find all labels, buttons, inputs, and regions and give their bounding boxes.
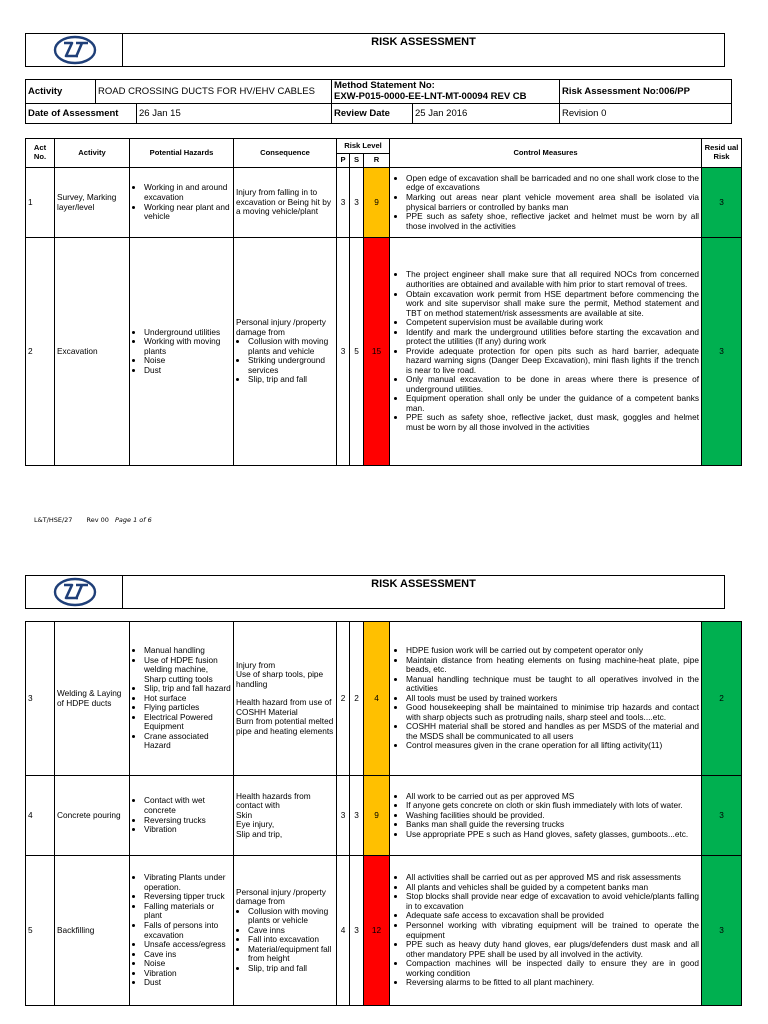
col-p: P xyxy=(337,154,350,168)
control-measure-item: • All activities shall be carried out as per approved MS and risk assessments xyxy=(406,873,699,883)
risk-rating-cell: 4 xyxy=(364,622,390,776)
control-measures-cell xyxy=(390,776,702,856)
hazard-item: • Falls of persons into excavation xyxy=(144,921,231,940)
hazards-list xyxy=(132,796,231,834)
consequence-cell xyxy=(234,238,337,466)
hazards-cell xyxy=(130,238,234,466)
consequence-line: Personal injury /property damage from xyxy=(236,886,326,907)
footer-page: Page 1 of 6 xyxy=(115,516,152,524)
hazard-item: • Vibration xyxy=(144,825,231,835)
footer-rev: Rev 00 xyxy=(86,516,109,524)
table-row xyxy=(26,238,742,466)
hazard-item: • Working with moving plants xyxy=(144,337,231,356)
hazard-item: • Working in and around excavation xyxy=(144,183,231,202)
method-label: Method Statement No: xyxy=(334,79,435,91)
act-no-cell: 4 xyxy=(26,776,55,856)
risk-rows-page2 xyxy=(26,622,742,1006)
act-no-cell: 3 xyxy=(26,622,55,776)
control-measure-item: • COSHH material shall be stored and handles as per MSDS of the material and the MSDS shall be communicated to all users xyxy=(406,722,699,741)
footer-code: L&T/HSE/27 xyxy=(34,516,73,524)
page-footer xyxy=(34,516,152,524)
control-measure-item: • Personnel working with vibrating equipment will be trained to operate the equipment xyxy=(406,921,699,940)
hazard-item: • Noise xyxy=(144,356,231,366)
control-measure-item: • Stop blocks shall provide near edge of excavation to avoid vehicle/plants falling in to excavation xyxy=(406,892,699,911)
method-statement xyxy=(332,80,560,104)
control-measures-cell xyxy=(390,238,702,466)
consequence-list xyxy=(236,337,334,385)
lt-logo-icon xyxy=(26,576,122,608)
control-measure-item: • Adequate safe access to excavation shall be provided xyxy=(406,911,699,921)
consequence-line: Personal injury /property damage from xyxy=(236,317,326,337)
consequence-line: Health hazard from use of COSHH Material xyxy=(236,697,332,717)
control-measure-item: • Manual handling technique must be taught to all operatives involved in the activities xyxy=(406,675,699,694)
consequence-line: Injury from xyxy=(236,659,276,670)
probability-cell: 3 xyxy=(337,776,350,856)
hazards-cell xyxy=(130,776,234,856)
control-measures-list xyxy=(392,174,699,231)
consequence-cell xyxy=(234,168,337,238)
hazard-item: • Vibration xyxy=(144,969,231,979)
hazards-cell xyxy=(130,622,234,776)
severity-cell: 3 xyxy=(350,168,364,238)
hazard-item: • Underground utilities xyxy=(144,328,231,338)
activity-value: ROAD CROSSING DUCTS FOR HV/EHV CABLES xyxy=(96,80,332,104)
control-measures-cell xyxy=(390,622,702,776)
control-measures-list xyxy=(392,792,699,840)
control-measure-item: • PPE such as safety shoe, reflective jacket, dust mask, goggles and helmet must be worn by all those involved in the activities xyxy=(406,413,699,432)
col-risk-level: Risk Level xyxy=(337,139,390,154)
company-logo xyxy=(26,576,123,608)
method-value: EXW-P015-0000-EE-LNT-MT-00094 REV CB xyxy=(334,90,527,102)
hazard-item: • Noise xyxy=(144,959,231,969)
control-measure-item: • HDPE fusion work will be carried out by competent operator only xyxy=(406,646,699,656)
assessment-info-table xyxy=(25,79,732,104)
control-measure-item: • All work to be carried out as per approved MS xyxy=(406,792,699,802)
col-residual: Resid ual Risk xyxy=(702,139,742,168)
control-measure-item: • Obtain excavation work permit from HSE department before commencing the work and site supervisor shall make sure the permit, Method statement and TBT on method statement/risk assessments are available at site. xyxy=(406,290,699,319)
consequence-line: Slip and trip, xyxy=(236,828,283,839)
severity-cell: 2 xyxy=(350,622,364,776)
col-act-no: Act No. xyxy=(26,139,55,168)
hazards-cell xyxy=(130,856,234,1006)
risk-rating-cell: 9 xyxy=(364,776,390,856)
page2-header xyxy=(25,575,725,609)
act-no-cell: 2 xyxy=(26,238,55,466)
consequence-line: Skin xyxy=(236,809,253,820)
activity-cell: Concrete pouring xyxy=(55,776,130,856)
severity-cell: 3 xyxy=(350,776,364,856)
control-measure-item: • Open edge of excavation shall be barricaded and no one shall work close to the edge of excavations xyxy=(406,174,699,193)
consequence-item: • Collusion with moving plants and vehicle xyxy=(248,337,334,356)
activity-label: Activity xyxy=(26,80,96,104)
control-measure-item: • Good housekeeping shall be maintained to minimise trip hazards and contact with sharp objects such as protruding nails, sharp steel and tools....etc. xyxy=(406,703,699,722)
act-no-cell: 1 xyxy=(26,168,55,238)
hazard-item: • Slip, trip and fall hazard xyxy=(144,684,231,694)
hazard-item: • Use of HDPE fusion welding machine, Sharp cutting tools xyxy=(144,656,231,685)
col-r: R xyxy=(364,154,390,168)
hazard-item: • Cave ins xyxy=(144,950,231,960)
consequence-cell xyxy=(234,776,337,856)
activity-cell: Survey, Marking layer/level xyxy=(55,168,130,238)
residual-risk-cell: 3 xyxy=(702,856,742,1006)
control-measure-item: • Provide adequate protection for open pits such as hard barrier, adequate hazard warning signs (Danger Deep Excavation), mini flash lights if the trench is near to live road. xyxy=(406,347,699,376)
control-measure-item: • Equipment operation shall only be under the guidance of a competent banks man. xyxy=(406,394,699,413)
control-measures-cell xyxy=(390,168,702,238)
risk-rating-cell: 9 xyxy=(364,168,390,238)
consequence-cell xyxy=(234,856,337,1006)
control-measures-list xyxy=(392,873,699,987)
hazards-list xyxy=(132,873,231,987)
severity-cell: 5 xyxy=(350,238,364,466)
activity-cell: Backfilling xyxy=(55,856,130,1006)
hazard-item: • Falling materials or plant xyxy=(144,902,231,921)
page1-header xyxy=(25,33,725,67)
hazard-item: • Dust xyxy=(144,978,231,988)
hazard-item: • Reversing trucks xyxy=(144,816,231,826)
hazard-item: • Flying particles xyxy=(144,703,231,713)
col-activity: Activity xyxy=(55,139,130,168)
col-hazards: Potential Hazards xyxy=(130,139,234,168)
risk-rating-cell: 12 xyxy=(364,856,390,1006)
control-measure-item: • Only manual excavation to be done in areas where there is presence of underground utilities. xyxy=(406,375,699,394)
date-value: 26 Jan 15 xyxy=(137,104,332,124)
control-measure-item: • Washing facilities should be provided. xyxy=(406,811,699,821)
hazard-item: • Contact with wet concrete xyxy=(144,796,231,815)
residual-risk-cell: 2 xyxy=(702,622,742,776)
company-logo xyxy=(26,34,123,66)
probability-cell: 4 xyxy=(337,856,350,1006)
act-no-cell: 5 xyxy=(26,856,55,1006)
control-measure-item: • Control measures given in the crane operation for all lifting activity(11) xyxy=(406,741,699,751)
consequence-line: Injury from falling in to excavation or Being hit by a moving vehicle/plant xyxy=(236,187,332,217)
hazard-item: • Reversing tipper truck xyxy=(144,892,231,902)
review-value: 25 Jan 2016 xyxy=(413,104,560,124)
page-title: RISK ASSESSMENT xyxy=(371,36,476,48)
control-measure-item: • The project engineer shall make sure that all required NOCs from concerned authorities are obtained and available with him prior to start removal of trees. xyxy=(406,270,699,289)
residual-risk-cell: 3 xyxy=(702,238,742,466)
control-measure-item: • PPE such as heavy duty hand gloves, ear plugs/defenders dust mask and all other mandatory PPE shall be used by all involved in the activity. xyxy=(406,940,699,959)
control-measure-item: • Use appropriate PPE s such as Hand gloves, safety glasses, gumboots...etc. xyxy=(406,830,699,840)
table-row xyxy=(26,776,742,856)
control-measure-item: • Marking out areas near plant vehicle movement area shall be isolated via physical barriers or controlled by banks man xyxy=(406,193,699,212)
risk-table-page2 xyxy=(25,621,742,1006)
control-measure-item: • Identify and mark the underground utilities before starting the excavation and protect the utilities (If any) during work xyxy=(406,328,699,347)
consequence-item: • Fall into excavation xyxy=(248,935,334,945)
probability-cell: 3 xyxy=(337,168,350,238)
probability-cell: 3 xyxy=(337,238,350,466)
consequence-line: Burn from potential melted pipe and heating elements xyxy=(236,716,334,736)
table-row xyxy=(26,168,742,238)
hazard-item: • Dust xyxy=(144,366,231,376)
severity-cell: 3 xyxy=(350,856,364,1006)
hazards-list xyxy=(132,183,231,221)
consequence-item: • Collusion with moving plants or vehicle xyxy=(248,907,334,926)
hazard-item: • Electrical Powered Equipment xyxy=(144,713,231,732)
consequence-line: Use of sharp tools, pipe handling xyxy=(236,669,324,689)
control-measure-item: • Compaction machines will be inspected daily to ensure they are in good working condition xyxy=(406,959,699,978)
consequence-line: Eye injury, xyxy=(236,819,275,830)
control-measure-item: • All tools must be used by trained workers xyxy=(406,694,699,704)
risk-table-page1 xyxy=(25,138,742,466)
activity-cell: Welding & Laying of HDPE ducts xyxy=(55,622,130,776)
probability-cell: 2 xyxy=(337,622,350,776)
hazard-item: • Manual handling xyxy=(144,646,231,656)
hazard-item: • Working near plant and vehicle xyxy=(144,203,231,222)
date-label: Date of Assessment xyxy=(26,104,137,124)
control-measure-item: • Reversing alarms to be fitted to all plant machinery. xyxy=(406,978,699,988)
control-measure-item: • Banks man shall guide the reversing trucks xyxy=(406,820,699,830)
control-measure-item: • Maintain distance from heating elements on fusing machine-heat plate, pipe beads, etc. xyxy=(406,656,699,675)
control-measure-item: • If anyone gets concrete on cloth or skin flush immediately with lots of water. xyxy=(406,801,699,811)
consequence-line: Health hazards from contact with xyxy=(236,790,311,811)
residual-risk-cell: 3 xyxy=(702,776,742,856)
assessment-dates-table xyxy=(25,103,732,124)
consequence-item: • Slip, trip and fall xyxy=(248,964,334,974)
hazard-item: • Vibrating Plants under operation. xyxy=(144,873,231,892)
consequence-list xyxy=(236,907,334,974)
hazard-item: • Unsafe access/egress xyxy=(144,940,231,950)
consequence-item: • Material/equipment fall from height xyxy=(248,945,334,964)
control-measures-cell xyxy=(390,856,702,1006)
consequence-item: • Slip, trip and fall xyxy=(248,375,334,385)
risk-assessment-no: Risk Assessment No:006/PP xyxy=(560,80,732,104)
col-s: S xyxy=(350,154,364,168)
consequence-item: • Striking underground services xyxy=(248,356,334,375)
col-control: Control Measures xyxy=(390,139,702,168)
lt-logo-icon xyxy=(26,34,122,66)
hazard-item: • Hot surface xyxy=(144,694,231,704)
revision: Revision 0 xyxy=(560,104,732,124)
table-row xyxy=(26,856,742,1006)
control-measures-list xyxy=(392,646,699,751)
activity-cell: Excavation xyxy=(55,238,130,466)
risk-rating-cell: 15 xyxy=(364,238,390,466)
col-consequence: Consequence xyxy=(234,139,337,168)
hazards-cell xyxy=(130,168,234,238)
consequence-item: • Cave inns xyxy=(248,926,334,936)
hazard-item: • Crane associated Hazard xyxy=(144,732,231,751)
control-measures-list xyxy=(392,270,699,432)
control-measure-item: • All plants and vehicles shall be guided by a competent banks man xyxy=(406,883,699,893)
table-row xyxy=(26,622,742,776)
control-measure-item: • Competent supervision must be available during work xyxy=(406,318,699,328)
review-label: Review Date xyxy=(332,104,413,124)
hazards-list xyxy=(132,646,231,751)
consequence-cell xyxy=(234,622,337,776)
risk-rows-page1 xyxy=(26,168,742,466)
hazards-list xyxy=(132,328,231,376)
page-title: RISK ASSESSMENT xyxy=(371,578,476,590)
control-measure-item: • PPE such as safety shoe, reflective jacket and helmet must be worn by all those involved in the activities xyxy=(406,212,699,231)
residual-risk-cell: 3 xyxy=(702,168,742,238)
